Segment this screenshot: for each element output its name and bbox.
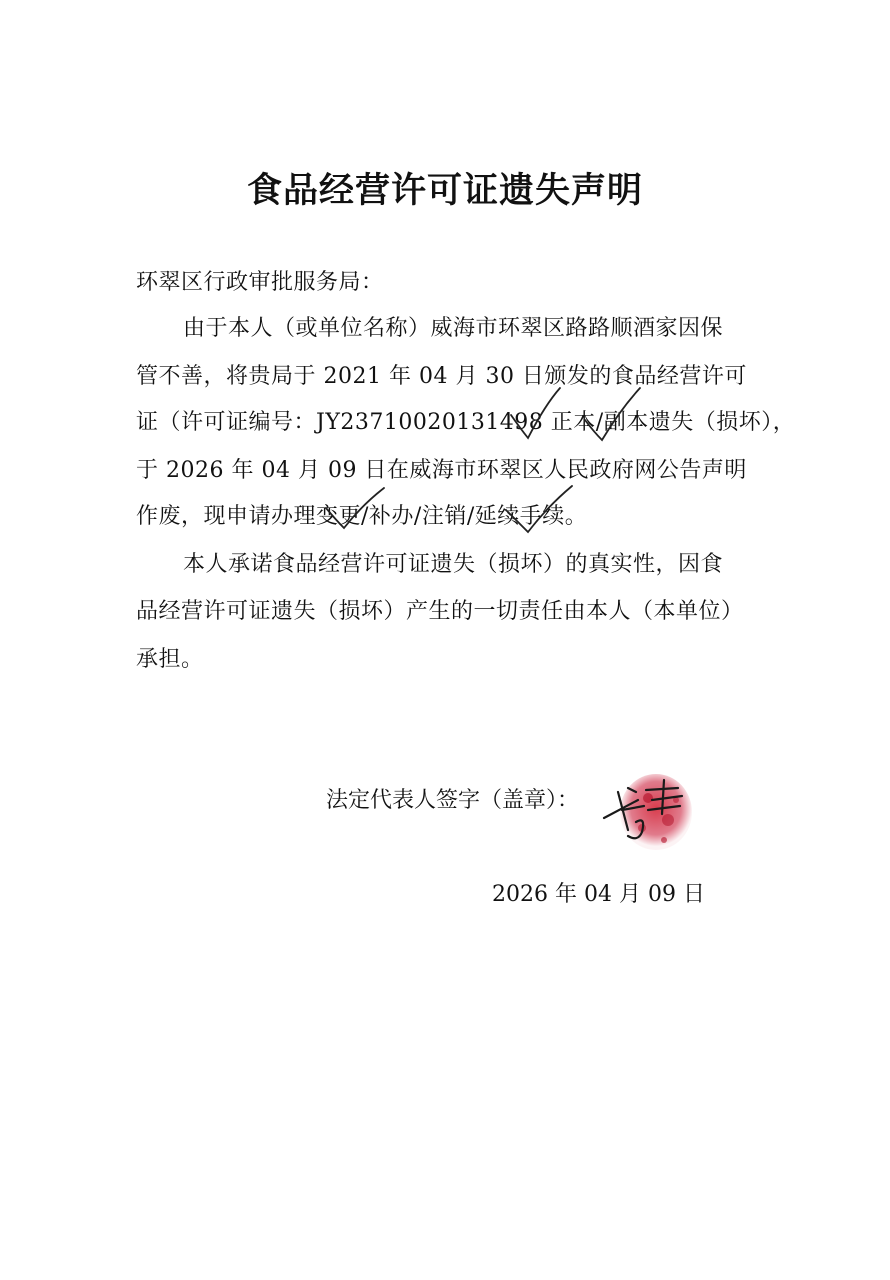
seal-stamp <box>598 770 698 860</box>
addressee-line: 环翠区行政审批服务局： <box>136 270 384 295</box>
declaration-date: 2026 年 04 月 09 日 <box>492 882 705 907</box>
paragraph1-line-2: 管不善，将贵局于 2021 年 04 月 30 日颁发的食品经营许可 <box>136 364 747 389</box>
paragraph1-line-4: 于 2026 年 04 月 09 日在威海市环翠区人民政府网公告声明 <box>136 458 747 483</box>
paragraph2-line-3: 承担。 <box>136 647 204 672</box>
paragraph2-line-2: 品经营许可证遗失（损坏）产生的一切责任由本人（本单位） <box>136 599 744 624</box>
signature-label: 法定代表人签字（盖章）： <box>326 788 580 813</box>
paragraph2-line-1: 本人承诺食品经营许可证遗失（损坏）的真实性，因食 <box>183 552 724 577</box>
paragraph1-line-5: 作废，现申请办理变更/补办/注销/延续手续。 <box>136 504 588 529</box>
document-title: 食品经营许可证遗失声明 <box>246 171 643 211</box>
seal-signature-image <box>598 770 698 860</box>
paragraph1-line-1: 由于本人（或单位名称）威海市环翠区路路顺酒家因保 <box>183 316 724 341</box>
paragraph1-line-3: 证（许可证编号：JY23710020131498 正本/副本遗失（损坏）， <box>136 410 796 435</box>
